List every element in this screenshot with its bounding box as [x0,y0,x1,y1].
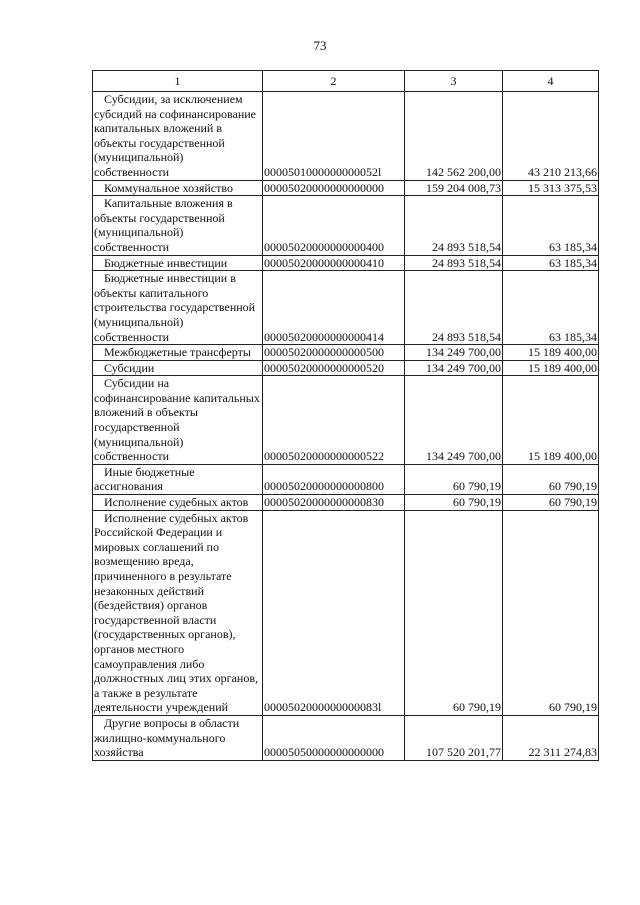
row-amount-col4: 60 790,19 [503,510,599,715]
table-row [93,495,599,511]
row-amount-col3: 134 249 700,00 [405,345,503,361]
row-code: 0000501000000000052l [263,92,405,181]
row-amount-col4: 15 189 400,00 [503,376,599,465]
budget-table [92,70,599,761]
row-code: 00005020000000000500 [263,345,405,361]
row-name: Межбюджетные трансферты [93,345,263,361]
row-amount-col4: 22 311 274,83 [503,715,599,760]
row-amount-col3: 60 790,19 [405,510,503,715]
table-row [93,255,599,271]
row-amount-col4: 63 185,34 [503,196,599,255]
row-name: Субсидии на софинансирование капитальных вложений в объекты государственной (муниципальной) собственности [93,376,263,465]
row-code: 00005020000000000520 [263,360,405,376]
table-row [93,180,599,196]
row-code: 0000502000000000083l [263,510,405,715]
table-row [93,196,599,255]
table-row [93,715,599,760]
row-amount-col3: 142 562 200,00 [405,92,503,181]
row-name: Субсидии, за исключением субсидий на софинансирование капитальных вложений в объекты государственной (муниципальной) собственности [93,92,263,181]
row-name: Другие вопросы в области жилищно-коммунального хозяйства [93,715,263,760]
row-name: Бюджетные инвестиции [93,255,263,271]
row-code: 00005020000000000400 [263,196,405,255]
column-header-4: 4 [503,71,599,92]
row-amount-col3: 134 249 700,00 [405,360,503,376]
row-amount-col3: 107 520 201,77 [405,715,503,760]
row-amount-col4: 15 189 400,00 [503,360,599,376]
table-row [93,510,599,715]
row-amount-col3: 60 790,19 [405,495,503,511]
row-name: Бюджетные инвестиции в объекты капитального строительства государственной (муниципальной) собственности [93,271,263,345]
row-name: Субсидии [93,360,263,376]
table-row [93,92,599,181]
table-row [93,360,599,376]
row-code: 00005020000000000000 [263,180,405,196]
row-amount-col3: 24 893 518,54 [405,271,503,345]
row-amount-col4: 43 210 213,66 [503,92,599,181]
row-amount-col4: 60 790,19 [503,495,599,511]
row-amount-col3: 24 893 518,54 [405,255,503,271]
table-row [93,464,599,494]
row-code: 00005050000000000000 [263,715,405,760]
page-number: 73 [313,38,327,53]
row-amount-col4: 63 185,34 [503,271,599,345]
row-amount-col4: 60 790,19 [503,464,599,494]
row-amount-col4: 15 313 375,53 [503,180,599,196]
row-amount-col3: 134 249 700,00 [405,376,503,465]
column-header-3: 3 [405,71,503,92]
row-amount-col3: 60 790,19 [405,464,503,494]
row-code: 00005020000000000410 [263,255,405,271]
column-header-1: 1 [93,71,263,92]
row-name: Иные бюджетные ассигнования [93,464,263,494]
row-name: Коммунальное хозяйство [93,180,263,196]
row-amount-col3: 159 204 008,73 [405,180,503,196]
row-name: Исполнение судебных актов Российской Федерации и мировых соглашений по возмещению вреда, причиненного в результате незаконных действий (бездействия) органов государственной власти (государственных органов), органов местного самоуправления либо должностных лиц этих органов, а также в результате деятельности учреждений [93,510,263,715]
row-amount-col4: 63 185,34 [503,255,599,271]
row-amount-col4: 15 189 400,00 [503,345,599,361]
row-code: 00005020000000000830 [263,495,405,511]
column-header-2: 2 [263,71,405,92]
table-header-row [93,71,599,92]
row-name: Исполнение судебных актов [93,495,263,511]
row-amount-col3: 24 893 518,54 [405,196,503,255]
row-name: Капитальные вложения в объекты государственной (муниципальной) собственности [93,196,263,255]
row-code: 00005020000000000800 [263,464,405,494]
table-row [93,345,599,361]
row-code: 00005020000000000414 [263,271,405,345]
table-row [93,271,599,345]
row-code: 00005020000000000522 [263,376,405,465]
table-row [93,376,599,465]
